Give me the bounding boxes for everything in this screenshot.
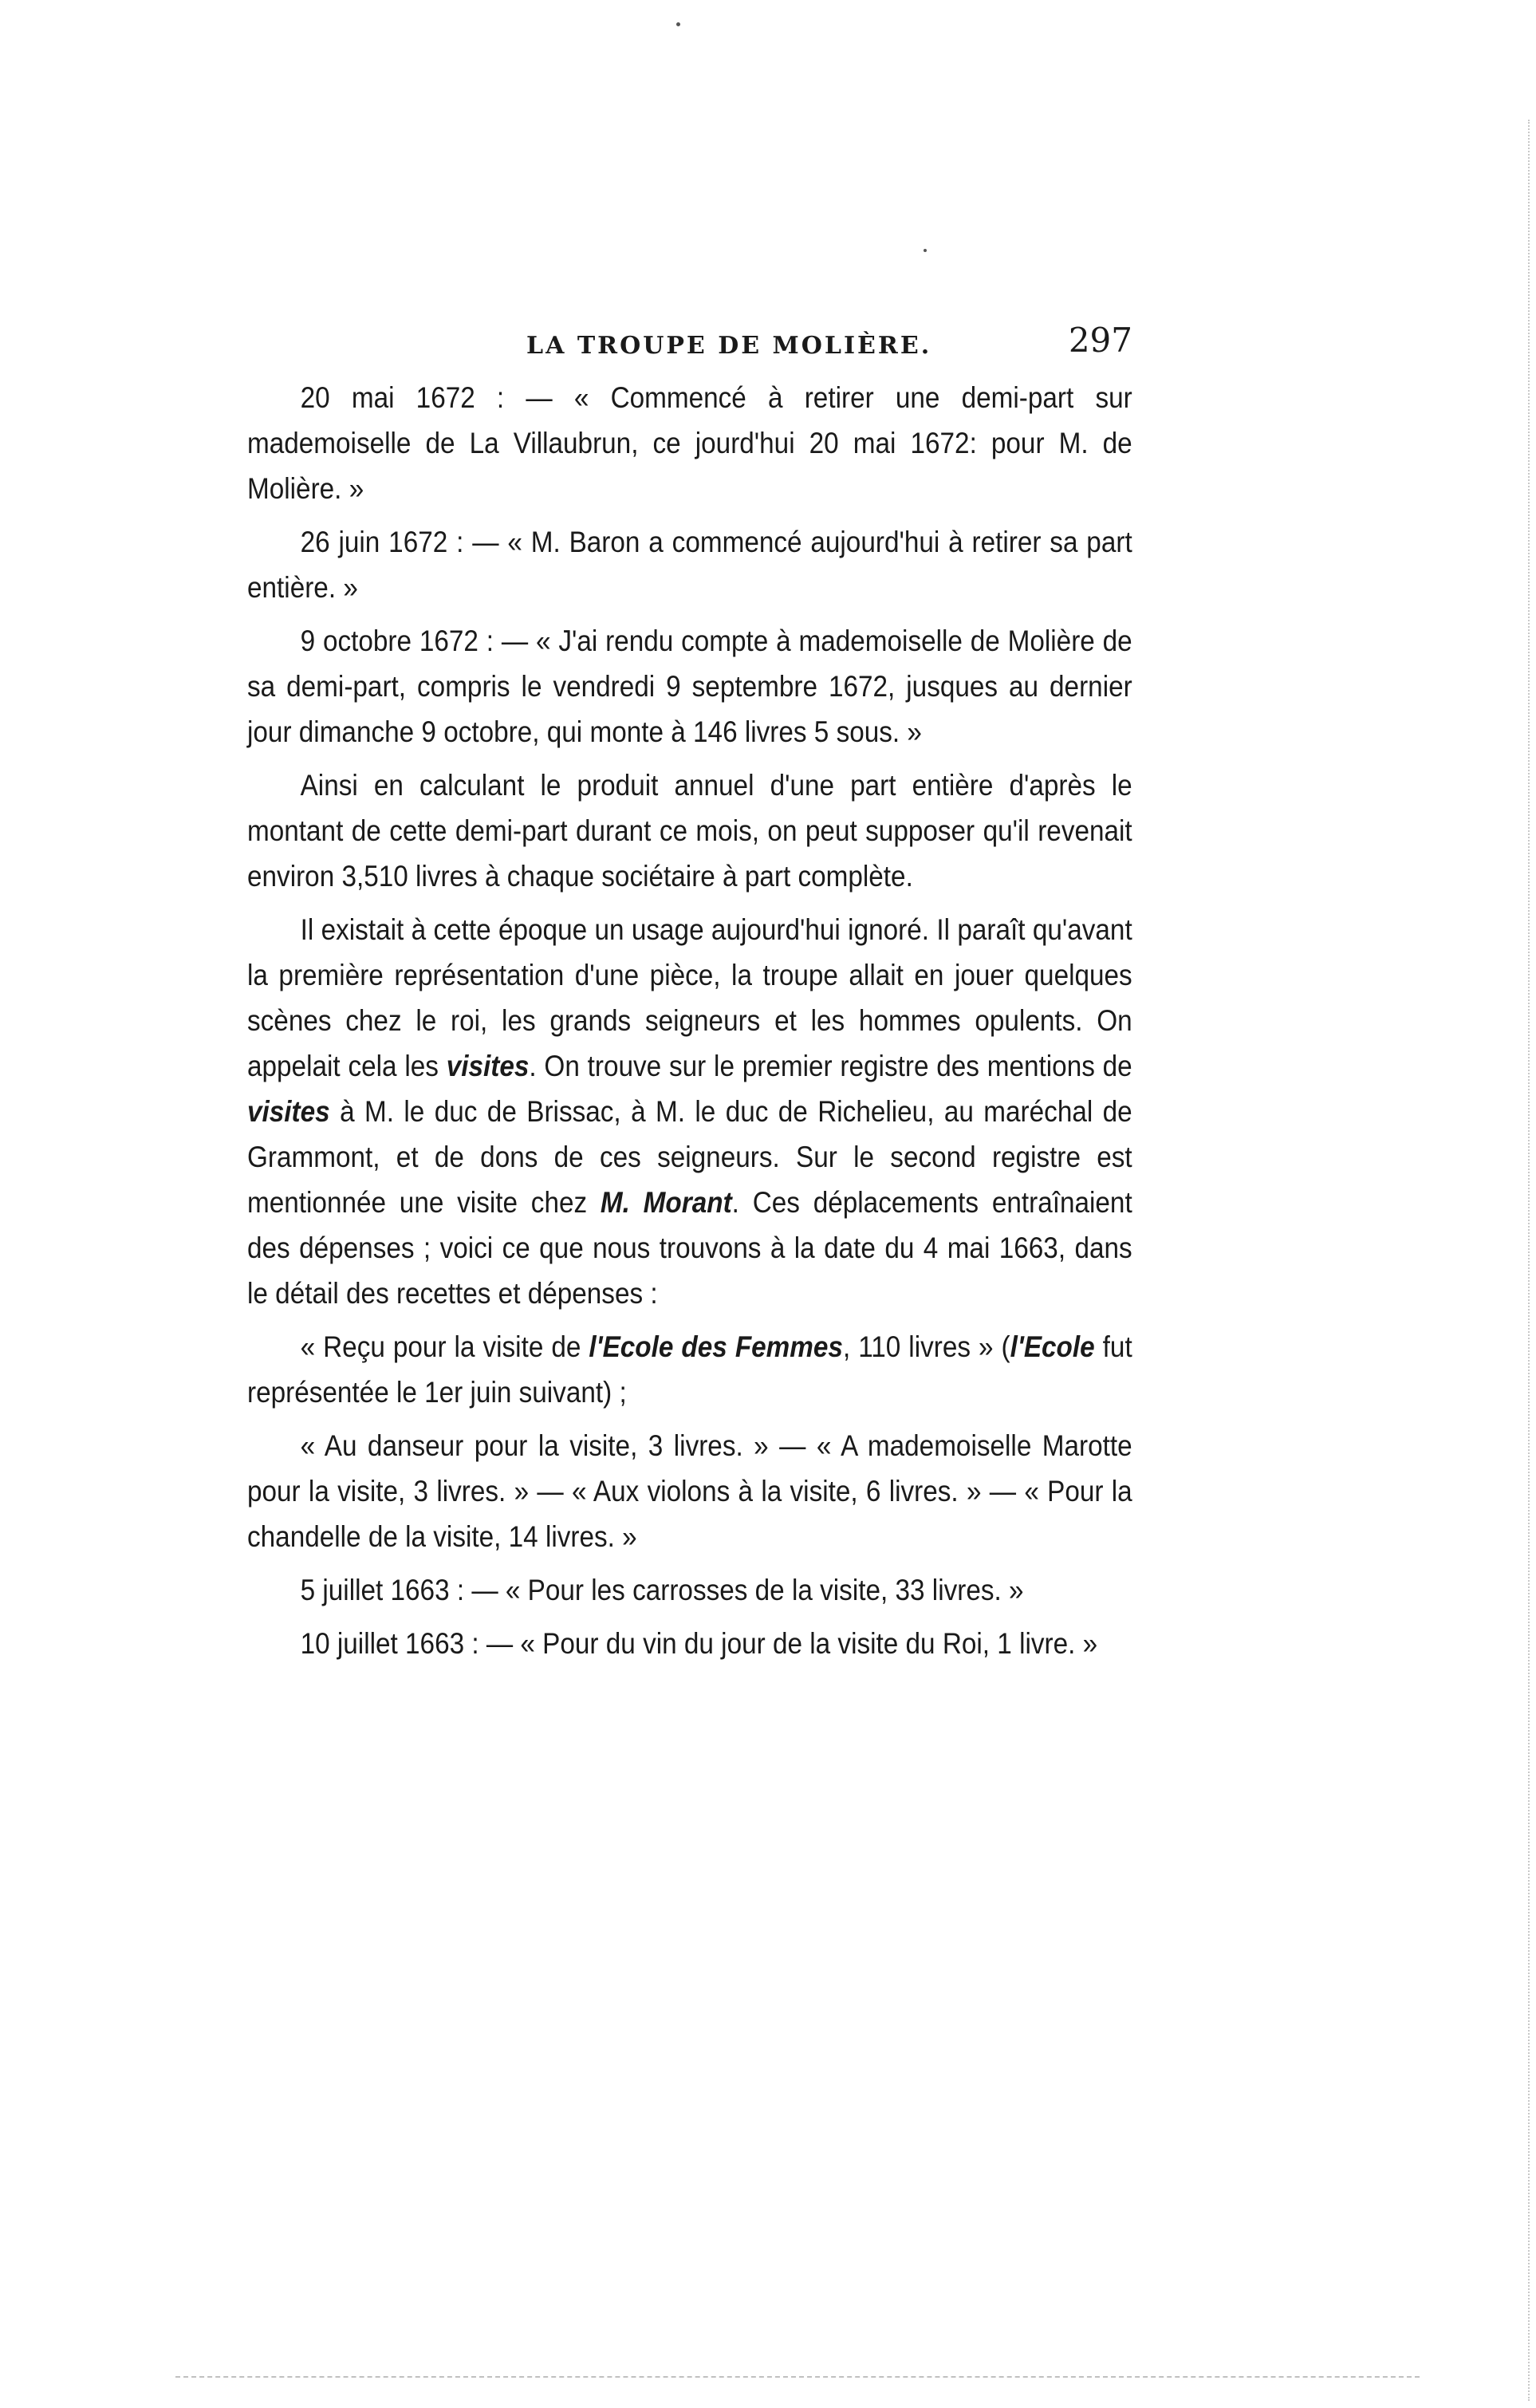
- paragraph: [247, 519, 1132, 610]
- text-run: . On trouve sur le premier registre des mentions de: [529, 1050, 1132, 1082]
- scan-edge-bottom: [175, 2375, 1420, 2378]
- text-run: 10 juillet 1663 : — « Pour du vin du jour de la visite du Roi, 1 livre. »: [300, 1627, 1098, 1660]
- running-title: LA TROUPE DE MOLIÈRE.: [526, 332, 932, 360]
- text-run: Il existait à cette époque un usage aujourd'hui ignoré. Il paraît qu'avant la première représentation d'une pièce, la troupe allait en jouer quelques scènes chez le roi, les grands seigneurs et les hommes opulents. On appelait cela les: [247, 913, 1132, 1082]
- text-run: 5 juillet 1663 : — « Pour les carrosses de la visite, 33 livres. »: [300, 1574, 1024, 1606]
- text-run: Ainsi en calculant le produit annuel d'une part entière d'après le montant de cette demi-part durant ce mois, on peut supposer qu'il revenait environ 3,510 livres à chaque sociétaire à part complète.: [247, 769, 1132, 893]
- paragraph: [247, 763, 1132, 899]
- text-run: fut représentée le 1er juin suivant) ;: [247, 1330, 1132, 1409]
- text-run: 26 juin 1672 : — « M. Baron a commencé aujourd'hui à retirer sa part entière. »: [247, 526, 1132, 604]
- scan-speck: [924, 249, 927, 252]
- text-run: 20 mai 1672 : — « Commencé à retirer une demi-part sur mademoiselle de La Villaubrun, ce jourd'hui 20 mai 1672: pour M. de Molière. »: [247, 381, 1132, 505]
- text-run: « Reçu pour la visite de: [300, 1330, 589, 1363]
- text-run: . Ces déplacements entraînaient des dépenses ; voici ce que nous trouvons à la date du 4 mai 1663, dans le détail des recettes et dépenses :: [247, 1186, 1132, 1310]
- italic-text: M. Morant: [600, 1186, 732, 1219]
- italic-text: visites: [247, 1095, 330, 1128]
- page-header: [247, 321, 1132, 368]
- paragraph: [247, 1621, 1132, 1666]
- paragraph: [247, 907, 1132, 1316]
- page-number: 297: [1068, 321, 1132, 360]
- scan-edge-right: [1526, 120, 1530, 2401]
- paragraph: [247, 375, 1132, 511]
- italic-text: l'Ecole: [1010, 1330, 1095, 1363]
- text-run: « Au danseur pour la visite, 3 livres. » — « A mademoiselle Marotte pour la visite, 3 livres. » — « Aux violons à la visite, 6 livres. » — « Pour la chandelle de la visite, 14 livres. »: [247, 1429, 1132, 1553]
- paragraph: [247, 1423, 1132, 1559]
- italic-text: l'Ecole des Femmes: [589, 1330, 843, 1363]
- paragraph: [247, 618, 1132, 755]
- text-run: à M. le duc de Brissac, à M. le duc de Richelieu, au maréchal de Grammont, et de dons de ces seigneurs. Sur le second registre est mentionnée une visite chez: [247, 1095, 1132, 1219]
- text-run: , 110 livres » (: [842, 1330, 1010, 1363]
- italic-text: visites: [446, 1050, 530, 1082]
- body-text: [247, 375, 1132, 1674]
- scan-speck: [676, 22, 680, 26]
- paragraph: [247, 1567, 1132, 1613]
- paragraph: [247, 1324, 1132, 1415]
- text-run: 9 octobre 1672 : — « J'ai rendu compte à mademoiselle de Molière de sa demi-part, compris le vendredi 9 septembre 1672, jusques au dernier jour dimanche 9 octobre, qui monte à 146 livres 5 sous. »: [247, 625, 1132, 748]
